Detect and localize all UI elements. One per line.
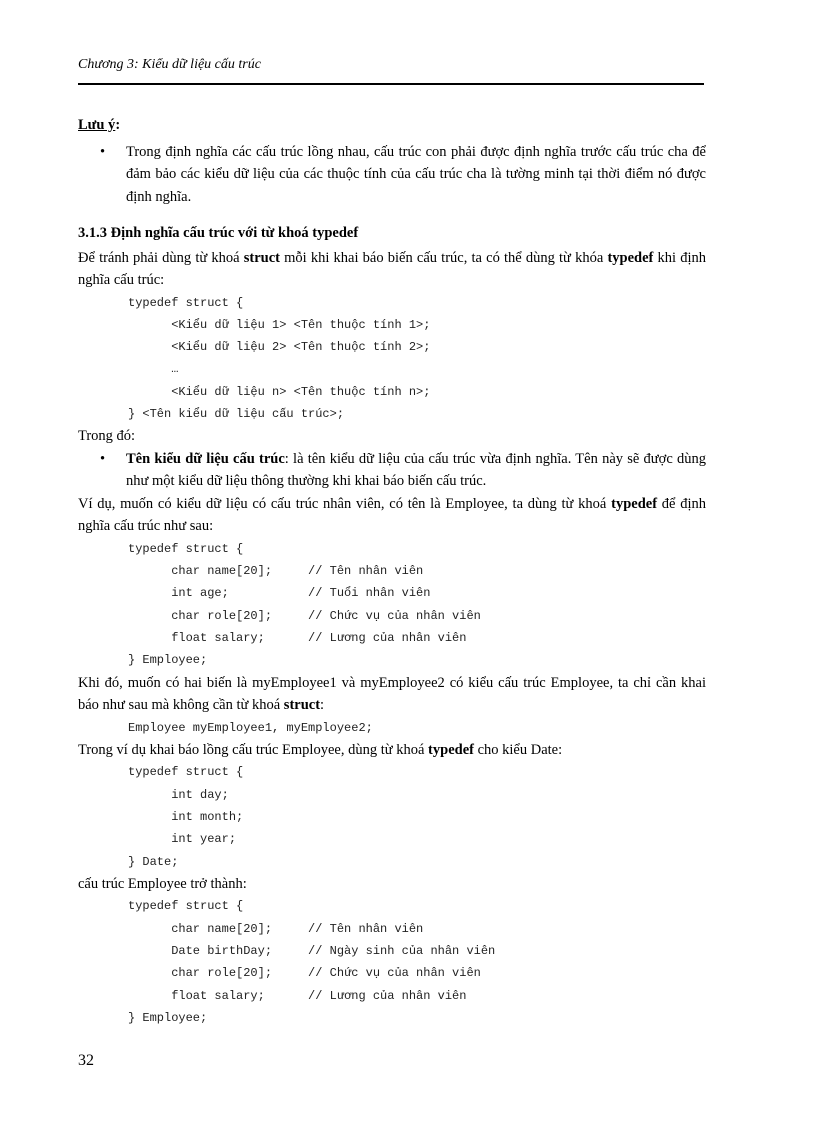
where-label: Trong đó: — [78, 428, 136, 445]
example-text-2: để định nghĩa cấu trúc như sau: — [78, 495, 706, 535]
intro-keyword-struct: struct — [243, 249, 280, 266]
code-employee-nested: typedef struct { char name[20]; // Tên nhân viên Date birthDay; // Ngày sinh của nhân viên char role[20]; // Chức vụ của nhân viên float salary; // Lương của nhân viên } Employee; — [128, 899, 496, 1025]
nested-text-1: Trong ví dụ khai báo lồng cấu trúc Employee, dùng từ khoá — [78, 741, 429, 758]
section-heading: 3.1.3 Định nghĩa cấu trúc với từ khoá typedef — [78, 225, 359, 241]
vars-text-1: Khi đó, muốn có hai biến là myEmployee1 và myEmployee2 có kiểu cấu trúc Employee, ta chỉ cần khai báo như sau mà không cần từ khoá — [78, 674, 706, 714]
where-list — [78, 448, 706, 493]
nested-text-2: cho kiểu Date: — [473, 741, 563, 758]
where-item — [78, 448, 706, 493]
code-syntax: typedef struct { <Kiểu dữ liệu 1> <Tên thuộc tính 1>; <Kiểu dữ liệu 2> <Tên thuộc tính 2>; … <Kiểu dữ liệu n> <Tên thuộc tính n>; } <Tên kiểu dữ liệu cấu trúc>; — [128, 295, 431, 421]
running-header: Chương 3: Kiểu dữ liệu cấu trúc — [78, 57, 261, 72]
intro-paragraph — [78, 247, 706, 292]
code-date: typedef struct { int day; int month; int year; } Date; — [128, 765, 244, 869]
intro-text-1: Để tránh phải dùng từ khoá — [78, 249, 244, 266]
note-item: • Trong định nghĩa các cấu trúc lồng nhau, cấu trúc con phải được định nghĩa trước cấu trúc cha để đảm bảo các kiểu dữ liệu của các thuộc tính của cấu trúc cha là tường minh tại thời điểm nó được định nghĩa. — [78, 141, 706, 209]
where-text: : là tên kiểu dữ liệu của cấu trúc vừa định nghĩa. Tên này sẽ được dùng như một kiểu dữ liệu thông thường khi khai báo biến cấu trúc. — [126, 450, 706, 490]
becomes-paragraph: cấu trúc Employee trở thành: — [78, 875, 247, 892]
where-term: Tên kiểu dữ liệu cấu trúc — [126, 450, 285, 467]
vars-keyword-struct: struct — [283, 697, 321, 714]
note-heading — [78, 114, 706, 137]
intro-text-2: mỗi khi khai báo biến cấu trúc, ta có thể dùng từ khóa — [279, 249, 608, 266]
vars-paragraph — [78, 672, 706, 717]
page-number: 32 — [78, 1052, 94, 1069]
note-colon: : — [115, 117, 121, 133]
note-label: Lưu ý — [78, 117, 116, 133]
example-keyword-typedef: typedef — [611, 495, 658, 512]
header-rule — [78, 83, 704, 85]
note-list — [78, 141, 706, 209]
nested-paragraph — [78, 739, 706, 762]
code-employee: typedef struct { char name[20]; // Tên nhân viên int age; // Tuổi nhân viên char role[20]; // Chức vụ của nhân viên float salary; // Lương của nhân viên } Employee; — [128, 541, 481, 668]
page-body — [78, 114, 706, 1029]
example-paragraph — [78, 493, 706, 538]
nested-keyword-typedef: typedef — [428, 741, 474, 758]
example-text-1: Ví dụ, muốn có kiểu dữ liệu có cấu trúc nhân viên, có tên là Employee, ta dùng từ khoá — [78, 495, 612, 512]
intro-text-3: khi định nghĩa cấu trúc: — [78, 249, 706, 288]
code-vars: Employee myEmployee1, myEmployee2; — [128, 720, 373, 735]
intro-keyword-typedef: typedef — [607, 249, 654, 266]
vars-text-2: : — [320, 697, 325, 714]
